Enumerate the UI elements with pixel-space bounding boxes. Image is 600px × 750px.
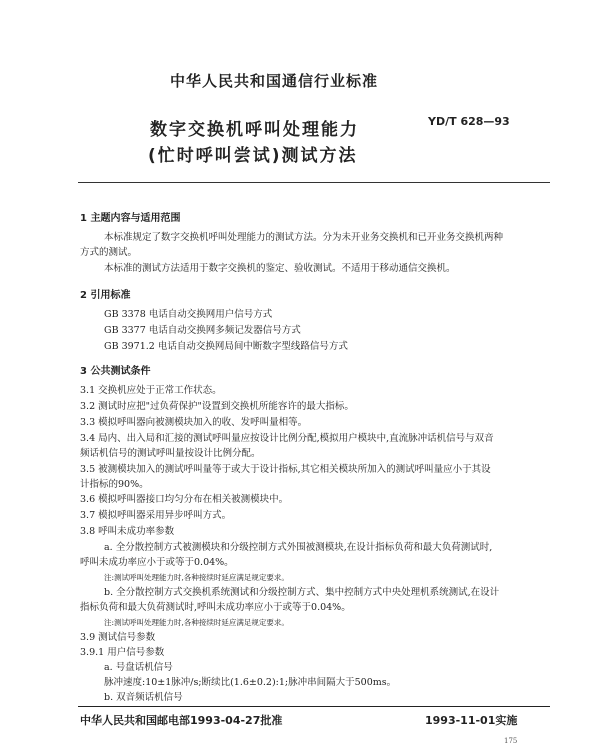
document-title-line2: (忙时呼叫尝试)测试方法	[148, 146, 358, 166]
clause-3-8-a-line2: 呼叫未成功率应小于或等于0.04%。	[80, 557, 234, 568]
clause-3-5b: 计指标的90%。	[80, 479, 149, 490]
reference-item: GB 3378 电话自动交换网用户信号方式	[104, 309, 273, 320]
standard-code: YD/T 628—93	[428, 115, 510, 128]
clause-3-9: 3.9 测试信号参数	[80, 632, 156, 643]
footer-divider	[78, 706, 550, 707]
item-a-dial-phone: a. 号盘话机信号	[104, 662, 173, 673]
section-2-heading: 2 引用标准	[80, 290, 131, 301]
item-b-dtmf-phone: b. 双音频话机信号	[104, 692, 183, 703]
section-3-heading: 3 公共测试条件	[80, 366, 151, 377]
note-1: 注:测试呼叫处理能力时,各种接续时延应满足规定要求。	[104, 573, 289, 582]
clause-3-3: 3.3 模拟呼叫器向被测模块加入的收、发呼叫量相等。	[80, 417, 308, 428]
clause-3-5a: 3.5 被测模块加入的测试呼叫量等于或大于设计指标,其它相关模块所加入的测试呼叫量应小于其设	[80, 464, 491, 475]
clause-3-6: 3.6 模拟呼叫器接口均匀分布在相关被测模块中。	[80, 494, 289, 505]
clause-3-7: 3.7 模拟呼叫器采用异步呼叫方式。	[80, 510, 232, 521]
document-title-line1: 数字交换机呼叫处理能力	[150, 120, 359, 140]
item-a-detail: 脉冲速度:10±1脉冲/s;断续比(1.6±0.2):1;脉冲串间隔大于500ms。	[104, 677, 397, 688]
clause-3-9-1: 3.9.1 用户信号参数	[80, 647, 165, 658]
page-number: 175	[504, 737, 518, 745]
clause-3-8-b-line2: 指标负荷和最大负荷测试时,呼叫未成功率应小于或等于0.04%。	[80, 602, 351, 613]
standard-org-header: 中华人民共和国通信行业标准	[170, 72, 379, 90]
note-2: 注:测试呼叫处理能力时,各种接续时延应满足规定要求。	[104, 618, 289, 627]
section-1-paragraph-2: 本标准的测试方法适用于数字交换机的鉴定、验收测试。不适用于移动通信交换机。	[104, 263, 456, 274]
effective-date: 1993-11-01实施	[425, 714, 518, 727]
clause-3-8-b-line1: b. 全分散控制方式交换机系统测试和分级控制方式、集中控制方式中央处理机系统测试,在设计	[104, 587, 500, 598]
clause-3-4a: 3.4 局内、出入局和汇接的测试呼叫量应按设计比例分配,模拟用户模块中,直流脉冲话机信号与双音	[80, 433, 494, 444]
approval-date: 中华人民共和国邮电部1993-04-27批准	[80, 714, 283, 727]
clause-3-4b: 频话机信号的测试呼叫量按设计比例分配。	[80, 448, 261, 459]
clause-3-8-a-line1: a. 全分散控制方式被测模块和分级控制方式外围被测模块,在设计指标负荷和最大负荷测试时,	[104, 542, 493, 553]
reference-item: GB 3377 电话自动交换网多频记发器信号方式	[104, 325, 301, 336]
clause-3-2: 3.2 测试时应把"过负荷保护"设置到交换机所能容许的最大指标。	[80, 401, 354, 412]
header-divider	[78, 182, 550, 183]
section-1-heading: 1 主题内容与适用范围	[80, 213, 181, 224]
clause-3-1: 3.1 交换机应处于正常工作状态。	[80, 385, 222, 396]
section-1-paragraph-1a: 本标准规定了数字交换机呼叫处理能力的测试方法。分为未开业务交换机和已开业务交换机两种	[104, 232, 504, 243]
reference-item: GB 3971.2 电话自动交换网局间中断数字型线路信号方式	[104, 341, 348, 352]
section-1-paragraph-1b: 方式的测试。	[80, 247, 138, 258]
clause-3-8: 3.8 呼叫未成功率参数	[80, 526, 175, 537]
